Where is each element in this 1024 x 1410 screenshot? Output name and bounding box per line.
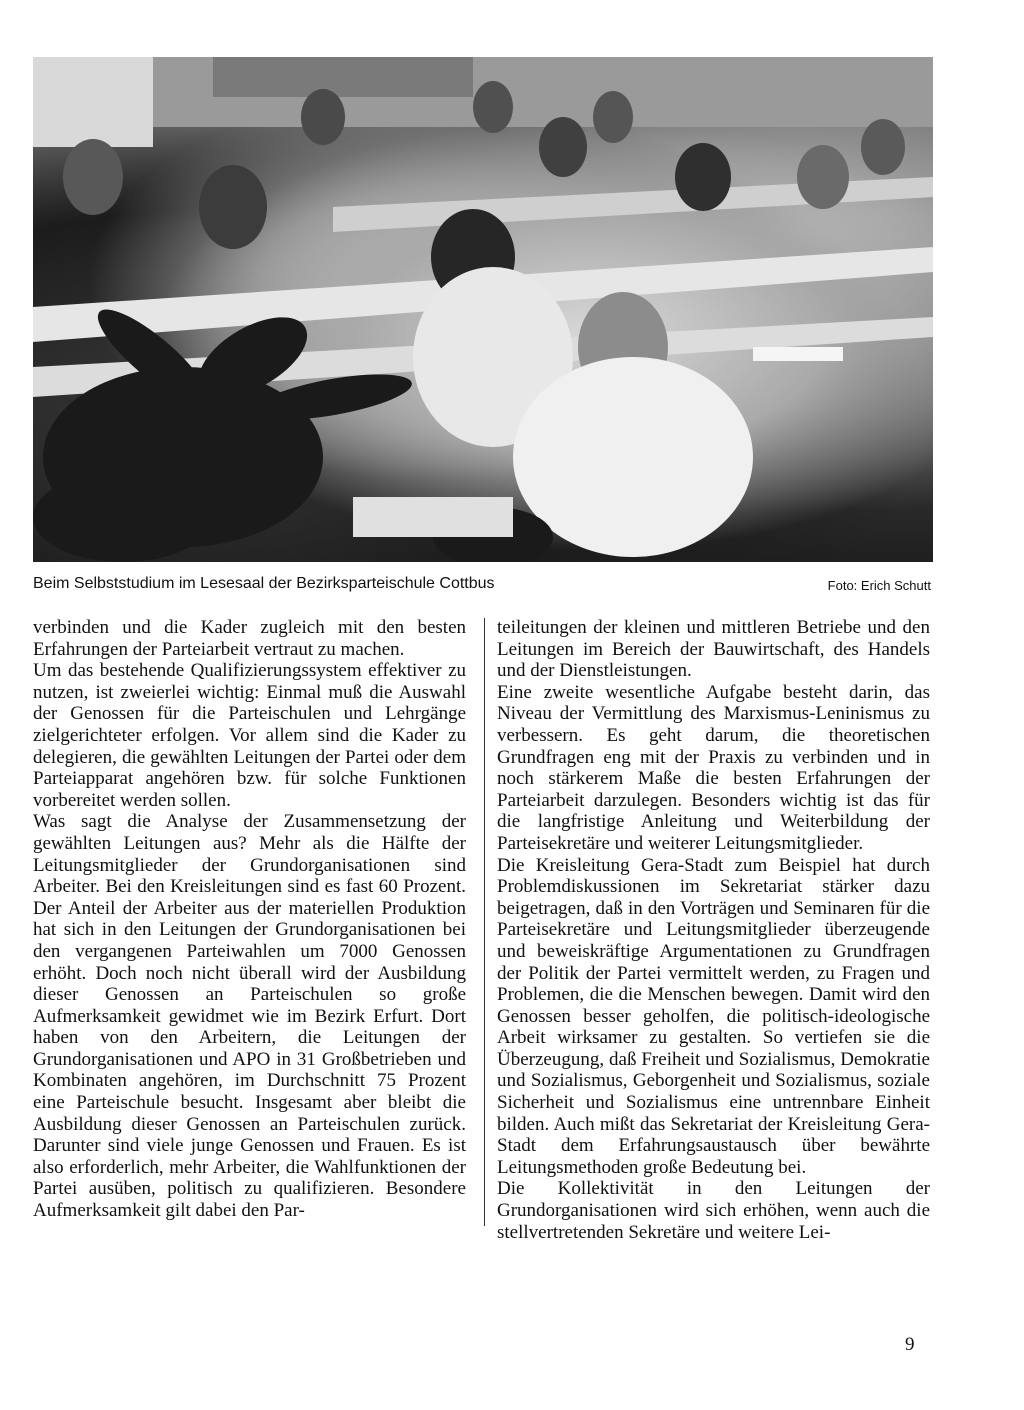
photo-caption: Beim Selbststudium im Lesesaal der Bezirksparteischule Cottbus: [33, 575, 495, 592]
photo-caption-bar: [33, 575, 933, 597]
paragraph: teileitungen der kleinen und mittleren Betriebe und den Leitungen im Bereich der Bauwirtschaft, des Handels und der Dienstleistungen.: [497, 617, 930, 682]
paragraph: Was sagt die Analyse der Zusammensetzung der gewählten Leitungen aus? Mehr als die Hälfte der Leitungsmitglieder der Grundorganisationen sind Arbeiter. Bei den Kreisleitungen sind es fast 60 Prozent. Der Anteil der Arbeiter aus der materiellen Produktion hat sich in den Leitungen der Grundorganisationen bei den vergangenen Parteiwahlen um 7000 Genossen erhöht. Doch noch nicht überall wird der Ausbildung dieser Genossen an Parteischulen so große Aufmerksamkeit gewidmet wie im Bezirk Erfurt. Dort haben von den Arbeitern, die Leitungen der Grundorganisationen und APO in 31 Großbetrieben und Kombinaten angehören, im Durchschnitt 75 Prozent eine Parteischule besucht. Insgesamt aber bleibt die Ausbildung dieser Genossen an Parteischulen zurück. Darunter sind viele junge Genossen und Frauen. Es ist also erforderlich, mehr Arbeiter, die Wahlfunktionen der Partei ausüben, politisch zu qualifizieren. Besondere Aufmerksamkeit gilt dabei den Par-: [33, 811, 466, 1222]
right-column: [497, 617, 930, 1243]
photo-credit: Foto: Erich Schutt: [827, 578, 931, 593]
paragraph: Um das bestehende Qualifizierungssystem effektiver zu nutzen, ist zweierlei wichtig: Einmal muß die Auswahl der Genossen für die Parteischulen und Lehrgänge zielgerichteter erfolgen. Vor allem sind die Kader zu delegieren, die gewählten Leitungen der Partei oder dem Parteiapparat angehören bzw. für solche Funktionen vorbereitet werden sollen.: [33, 660, 466, 811]
reading-room-photo: [33, 57, 933, 562]
paragraph: verbinden und die Kader zugleich mit den besten Erfahrungen der Parteiarbeit vertraut zu machen.: [33, 617, 466, 660]
left-column: [33, 617, 466, 1222]
photo-illustration: [33, 57, 933, 562]
paragraph: Die Kreisleitung Gera-Stadt zum Beispiel hat durch Problemdiskussionen im Sekretariat stärker dazu beigetragen, daß in den Vorträgen und Seminaren für die Parteisekretäre und Leitungsmitglieder überzeugende und beweiskräftige Argumentationen zu Grundfragen der Politik der Partei vermittelt werden, zu Fragen und Problemen, die die Menschen bewegen. Damit wird den Genossen besser geholfen, die politisch-ideologische Arbeit wirksamer zu gestalten. So vertiefen sie die Überzeugung, daß Freiheit und Sozialismus, Demokratie und Sozialismus, Geborgenheit und Sozialismus, soziale Sicherheit und Sozialismus eine untrennbare Einheit bilden. Auch mißt das Sekretariat der Kreisleitung Gera-Stadt dem Erfahrungsaustausch über bewährte Leitungsmethoden große Bedeutung bei.: [497, 854, 930, 1178]
page-number: 9: [905, 1334, 915, 1355]
paragraph: Eine zweite wesentliche Aufgabe besteht darin, das Niveau der Vermittlung des Marxismus-Leninismus zu verbessern. Es geht darum, die theoretischen Grundfragen eng mit der Praxis zu verbinden und in noch stärkerem Maße die besten Erfahrungen der Parteiarbeit darzulegen. Besonders wichtig ist das für die langfristige Anleitung und Weiterbildung der Parteisekretäre und weiterer Leitungsmitglieder.: [497, 681, 930, 854]
column-divider: [484, 618, 485, 1226]
paragraph: Die Kollektivität in den Leitungen der Grundorganisationen wird sich erhöhen, wenn auch die stellvertretenden Sekretäre und weitere Lei-: [497, 1178, 930, 1243]
